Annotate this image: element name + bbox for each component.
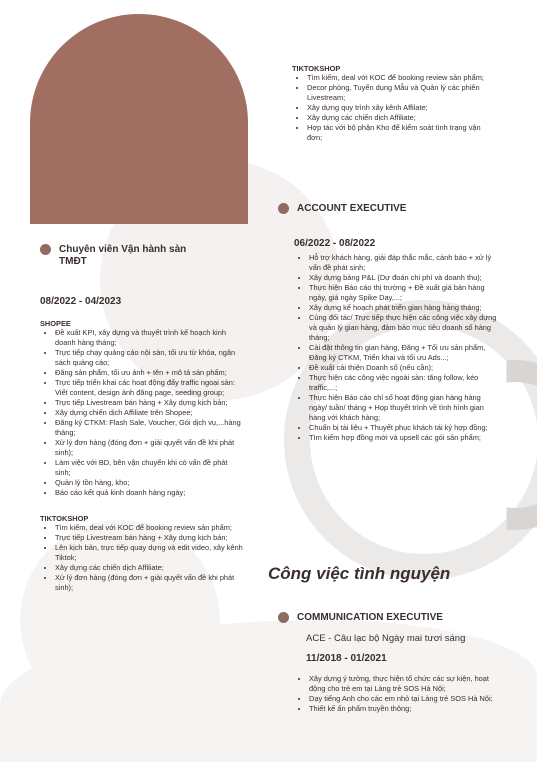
list-item: • Trực tiếp Livestream bán hàng + Xây dựng kịch bản; [55,533,245,543]
list-item: • Xây dựng ý tưởng, thực hiện tổ chức các sự kiện, hoạt động cho trẻ em tại Làng trẻ SOS Hà Nội; [309,674,499,694]
list-item: • Đăng sản phẩm, tối ưu ảnh + tên + mô tả sản phẩm; [55,368,245,378]
list-item: • Cài đặt thông tin gian hàng, Đăng + Tối ưu sản phẩm, Đăng ký CTKM, Triển khai và tối ưu Ads...; [309,343,499,363]
list-item: • Xây dựng kế hoạch phát triển gian hàng hàng tháng; [309,303,499,313]
list-item: • Đề xuất cải thiện Doanh số (nếu cần); [309,363,499,373]
list-item: • Thực hiện Báo cáo chỉ số hoạt động gian hàng hàng ngày/ tuần/ tháng + Họp thuyết trình về tình hình gian hàng với khách hàng; [309,393,499,423]
list-item: • Làm việc với BD, bên vận chuyển khi có vấn đề phát sinh; [55,458,245,478]
list-item: • Xây dựng chiến dịch Affiliate trên Shopee; [55,408,245,418]
list-item: • Xử lý đơn hàng (đóng đơn + giải quyết vấn đề khi phát sinh); [55,438,245,458]
volunteer-section [278,612,508,714]
list-item: • Thực hiện các công việc ngoài sàn: tăng follow, kéo traffic,...; [309,373,499,393]
shopee-label: SHOPEE [40,319,71,328]
job-period: 11/2018 - 01/2021 [306,653,387,664]
list-item: • Chuẩn bị tài liệu + Thuyết phục khách tái ký hợp đồng; [309,423,499,433]
job-heading [278,612,508,623]
job-period: 06/2022 - 08/2022 [294,238,376,249]
list-item: • Trực tiếp Livestream bán hàng + Xây dựng kịch bản; [55,398,245,408]
account-section [278,203,508,443]
list-item: • Thực hiện Báo cáo thị trường + Đề xuất giá bán hàng ngày, giá ngày Spike Day,...; [309,283,499,303]
volunteer-list [294,674,499,714]
list-item: • Đăng ký CTKM: Flash Sale, Voucher, Gói dịch vụ,...hàng tháng; [55,418,245,438]
job-title: ACCOUNT EXECUTIVE [297,203,407,214]
list-item: • Hợp tác với bộ phận Kho để kiểm soát tình trạng vận đơn; [307,123,497,143]
tiktokshop-list [40,523,245,593]
list-item: • Trực tiếp triển khai các hoạt động đẩy traffic ngoại sàn: Viết content, design ảnh đăng page, seeding group; [55,378,245,398]
job-title: COMMUNICATION EXECUTIVE [297,612,443,623]
list-item: • Hỗ trợ khách hàng, giải đáp thắc mắc, cảnh báo + xử lý vấn đề phát sinh; [309,253,499,273]
volunteer-heading-wrap [268,564,518,584]
list-item: • Lên kịch bản, trực tiếp quay dựng và edit video, xây kênh Tiktok; [55,543,245,563]
list-item: • Xây dựng bảng P&L (Dự đoán chi phí và doanh thu); [309,273,499,283]
list-item: • Xây dựng các chiến dịch Affiliate; [55,563,245,573]
list-item: • Tìm kiếm hợp đồng mới và upsell các gói sản phẩm; [309,433,499,443]
list-item: • Xây dựng quy trình xây kênh Affilate; [307,103,497,113]
tiktokshop-list [292,73,497,143]
list-item: • Cùng đối tác/ Trực tiếp thực hiện các công việc xây dựng và quản lý gian hàng, đảm bảo mục tiêu doanh số hàng tháng; [309,313,499,343]
list-item: • Xây dựng các chiến dịch Affiliate; [307,113,497,123]
list-item: • Thiết kế ấn phẩm truyền thông; [309,704,499,714]
list-item: • Tìm kiếm, deal với KOC để booking review sản phẩm; [55,523,245,533]
tiktokshop-label: TIKTOKSHOP [292,64,341,73]
account-list [294,253,499,443]
shopee-list [40,328,245,498]
list-item: • Decor phòng, Tuyển dụng Mẫu và Quản lý các phiên Livestream; [307,83,497,103]
section-heading: Công việc tình nguyện [268,564,451,583]
list-item: • Báo cáo kết quả kinh doanh hàng ngày; [55,488,245,498]
list-item: • Đề xuất KPI, xây dựng và thuyết trình kế hoạch kinh doanh hàng tháng; [55,328,245,348]
job-heading [278,203,508,214]
tiktokshop-label: TIKTOKSHOP [40,514,89,523]
list-item: • Xử lý đơn hàng (đóng đơn + giải quyết vấn đề khi phát sinh); [55,573,245,593]
right-column [292,64,497,143]
bullet-dot-icon [40,244,51,255]
organization: ACE - Câu lạc bộ Ngày mai tươi sáng [306,633,466,644]
list-item: • Trực tiếp chạy quảng cáo nội sàn, tối ưu từ khóa, ngân sách quảng cáo; [55,348,245,368]
decorative-arch [30,14,248,224]
left-column [40,244,245,593]
job-heading [40,244,245,268]
job-period: 08/2022 - 04/2023 [40,296,122,307]
list-item: • Quản lý tồn hàng, kho; [55,478,245,488]
list-item: • Dạy tiếng Anh cho các em nhỏ tại Làng trẻ SOS Hà Nội; [309,694,499,704]
bullet-dot-icon [278,612,289,623]
list-item: • Tìm kiếm, deal với KOC để booking review sản phẩm; [307,73,497,83]
bullet-dot-icon [278,203,289,214]
job-title: Chuyên viên Vận hành sàn TMĐT [59,244,187,267]
